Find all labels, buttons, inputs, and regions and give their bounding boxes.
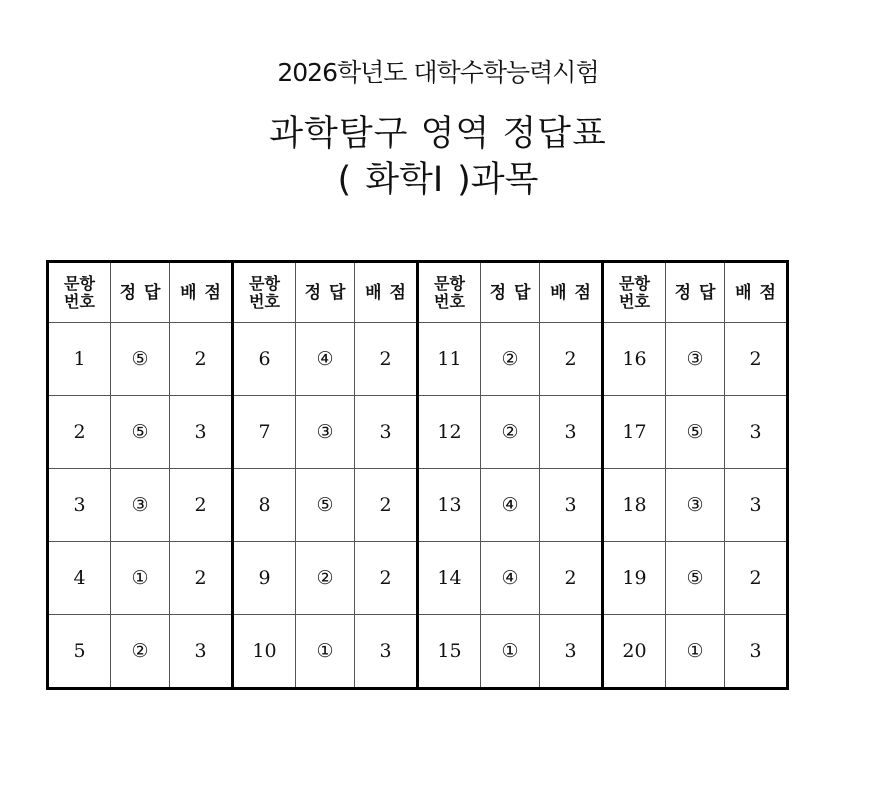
points: 3 <box>170 615 233 689</box>
column-header-answer: 정답 <box>296 262 355 323</box>
column-header-points: 배점 <box>725 262 788 323</box>
points: 3 <box>540 396 603 469</box>
question-number: 10 <box>233 615 296 689</box>
points: 2 <box>355 542 418 615</box>
subject-name: 화학Ⅰ <box>365 160 444 200</box>
points: 3 <box>355 396 418 469</box>
correct-answer: ⑤ <box>111 396 170 469</box>
points: 2 <box>540 323 603 396</box>
question-number: 14 <box>418 542 481 615</box>
question-number: 11 <box>418 323 481 396</box>
question-number: 2 <box>48 396 111 469</box>
column-header-answer: 정답 <box>481 262 540 323</box>
question-number: 18 <box>603 469 666 542</box>
question-number: 12 <box>418 396 481 469</box>
column-header-points: 배점 <box>540 262 603 323</box>
points: 3 <box>540 469 603 542</box>
section-title: 과학탐구 영역 정답표 <box>269 114 607 154</box>
points: 2 <box>170 542 233 615</box>
points: 3 <box>725 396 788 469</box>
correct-answer: ③ <box>666 469 725 542</box>
correct-answer: ② <box>111 615 170 689</box>
points: 3 <box>725 615 788 689</box>
column-header-number: 문항 번호 <box>233 262 296 323</box>
correct-answer: ⑤ <box>111 323 170 396</box>
question-number: 20 <box>603 615 666 689</box>
column-header-answer: 정답 <box>111 262 170 323</box>
question-number: 4 <box>48 542 111 615</box>
subject-close: )과목 <box>457 160 539 200</box>
question-number: 16 <box>603 323 666 396</box>
points: 2 <box>355 323 418 396</box>
column-header-points: 배점 <box>170 262 233 323</box>
question-number: 13 <box>418 469 481 542</box>
question-number: 19 <box>603 542 666 615</box>
points: 3 <box>725 469 788 542</box>
question-number: 17 <box>603 396 666 469</box>
column-header-number: 문항 번호 <box>48 262 111 323</box>
question-number: 5 <box>48 615 111 689</box>
points: 2 <box>725 323 788 396</box>
correct-answer: ⑤ <box>296 469 355 542</box>
correct-answer: ⑤ <box>666 396 725 469</box>
table-row <box>48 615 788 689</box>
correct-answer: ④ <box>481 469 540 542</box>
question-number: 3 <box>48 469 111 542</box>
header-row <box>48 262 788 323</box>
column-header-number: 문항 번호 <box>603 262 666 323</box>
correct-answer: ⑤ <box>666 542 725 615</box>
correct-answer: ① <box>481 615 540 689</box>
points: 3 <box>170 396 233 469</box>
question-number: 9 <box>233 542 296 615</box>
correct-answer: ② <box>481 323 540 396</box>
points: 2 <box>355 469 418 542</box>
exam-title: 2026학년도 대학수학능력시험 <box>277 58 599 87</box>
column-header-answer: 정답 <box>666 262 725 323</box>
points: 3 <box>355 615 418 689</box>
points: 2 <box>170 469 233 542</box>
question-number: 15 <box>418 615 481 689</box>
points: 2 <box>540 542 603 615</box>
column-header-number: 문항 번호 <box>418 262 481 323</box>
points: 3 <box>540 615 603 689</box>
subject-open-paren: ( <box>337 160 352 200</box>
points: 2 <box>170 323 233 396</box>
question-number: 6 <box>233 323 296 396</box>
question-number: 1 <box>48 323 111 396</box>
question-number: 8 <box>233 469 296 542</box>
table-row <box>48 396 788 469</box>
correct-answer: ② <box>481 396 540 469</box>
table-row <box>48 323 788 396</box>
correct-answer: ③ <box>111 469 170 542</box>
correct-answer: ① <box>666 615 725 689</box>
correct-answer: ① <box>111 542 170 615</box>
correct-answer: ① <box>296 615 355 689</box>
correct-answer: ④ <box>481 542 540 615</box>
points: 2 <box>725 542 788 615</box>
correct-answer: ② <box>296 542 355 615</box>
table-row <box>48 469 788 542</box>
table-row <box>48 542 788 615</box>
column-header-points: 배점 <box>355 262 418 323</box>
correct-answer: ③ <box>296 396 355 469</box>
subject-title <box>0 158 876 202</box>
question-number: 7 <box>233 396 296 469</box>
correct-answer: ④ <box>296 323 355 396</box>
correct-answer: ③ <box>666 323 725 396</box>
answer-key-table <box>46 260 789 690</box>
